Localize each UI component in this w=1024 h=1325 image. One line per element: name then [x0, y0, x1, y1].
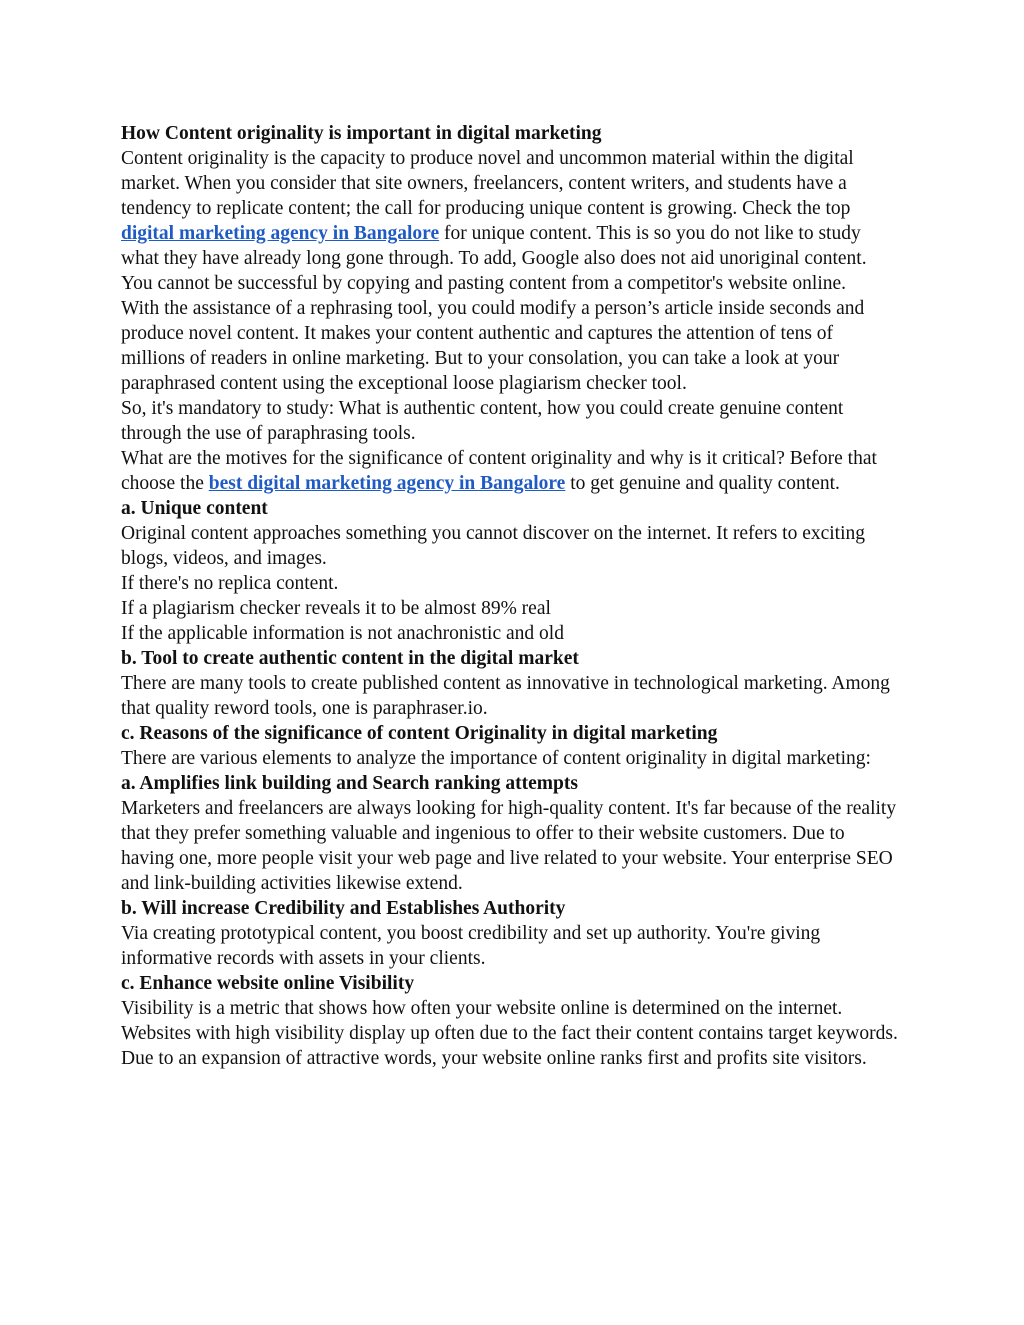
criteria-line: If the applicable information is not anachronistic and old [121, 623, 564, 644]
best-agency-link[interactable]: best digital marketing agency in Bangalore [208, 473, 566, 494]
section-heading-credibility: b. Will increase Credibility and Establishes Authority [121, 898, 566, 919]
section-text-credibility: Via creating prototypical content, you boost credibility and set up authority. You're giving informative records with assets in your clients. [121, 923, 821, 969]
section-text-visibility: Visibility is a metric that shows how often your website online is determined on the internet. Websites with high visibility display up often due to the fact their content contains target keywords. Due to an expansion of attractive words, your website online ranks first and profits site visitors. [121, 998, 898, 1069]
document-title: How Content originality is important in digital marketing [121, 123, 602, 144]
section-text-reasons: There are various elements to analyze the importance of content originality in digital marketing: [121, 748, 871, 769]
document-body [121, 121, 901, 1071]
study-paragraph: So, it's mandatory to study: What is authentic content, how you could create genuine content through the use of paraphrasing tools. [121, 398, 844, 444]
section-text-unique-content: Original content approaches something you cannot discover on the internet. It refers to exciting blogs, videos, and images. [121, 523, 866, 569]
intro-text-after: for unique content. This is so you do not like to study what they have already long gone through. To add, Google also does not aid unoriginal content. You cannot be successful by copying and pasting content from a competitor's website online. [121, 223, 867, 294]
motives-text-before: What are the motives for the significance of content originality and why is it critical? Before that choose the [121, 448, 877, 494]
section-heading-tool: b. Tool to create authentic content in the digital market [121, 648, 579, 669]
criteria-line: If a plagiarism checker reveals it to be almost 89% real [121, 598, 551, 619]
section-text-link-building: Marketers and freelancers are always looking for high-quality content. It's far because of the reality that they prefer something valuable and ingenious to offer to their website customers. Due to having one, more people visit your web page and live related to your website. Your enterprise SEO and link-building activities likewise extend. [121, 798, 897, 894]
agency-link[interactable]: digital marketing agency in Bangalore [121, 223, 440, 244]
section-text-tool: There are many tools to create published content as innovative in technological marketing. Among that quality reword tools, one is paraphraser.io. [121, 673, 890, 719]
motives-paragraph [121, 446, 901, 496]
section-heading-link-building: a. Amplifies link building and Search ranking attempts [121, 773, 578, 794]
intro-paragraph [121, 146, 901, 296]
section-heading-reasons: c. Reasons of the significance of content Originality in digital marketing [121, 723, 718, 744]
intro-text-before: Content originality is the capacity to produce novel and uncommon material within the digital market. When you consider that site owners, freelancers, content writers, and students have a tendency to replicate content; the call for producing unique content is growing. Check the top [121, 148, 854, 219]
rephrasing-paragraph: With the assistance of a rephrasing tool, you could modify a person’s article inside seconds and produce novel content. It makes your content authentic and captures the attention of tens of millions of readers in online marketing. But to your consolation, you can take a look at your paraphrased content using the exceptional loose plagiarism checker tool. [121, 298, 865, 394]
motives-text-after: to get genuine and quality content. [565, 473, 840, 494]
section-heading-unique-content: a. Unique content [121, 498, 268, 519]
criteria-line: If there's no replica content. [121, 573, 339, 594]
section-heading-visibility: c. Enhance website online Visibility [121, 973, 415, 994]
